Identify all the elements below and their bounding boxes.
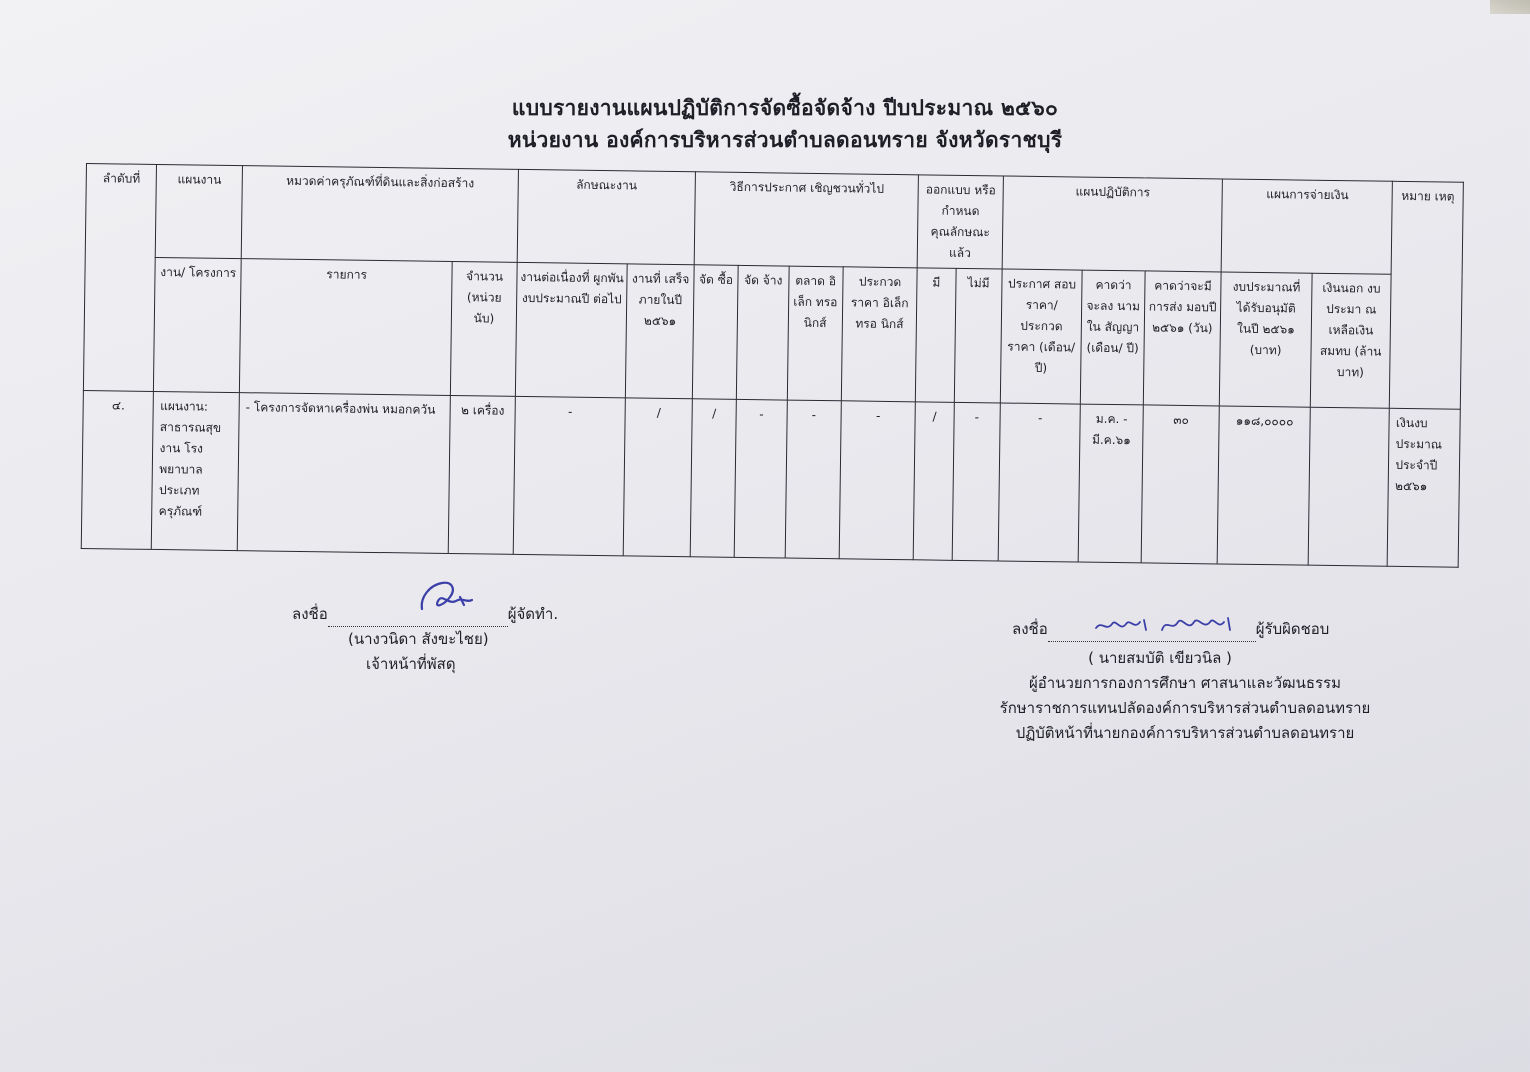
paper-corner [1490,0,1530,14]
signature-left-role: ผู้จัดทำ. [507,605,559,623]
header-continuing: งานต่อเนื่องที่ ผูกพัน งบประมาณปี ต่อไป [515,262,628,397]
signature-right-details [960,646,1410,746]
title-line-2: หน่วยงาน องค์การบริหารส่วนตำบลดอนทราย จังหวัดราชบุรี [507,128,1063,152]
signature-right-position-3: ปฏิบัติหน้าที่นายกองค์การบริหารส่วนตำบลดอนทราย [1015,724,1355,742]
cell-no: - [952,402,1000,561]
header-payment-plan: แผนการจ่ายเงิน [1221,179,1392,274]
cell-yes: / [914,402,954,561]
header-finished: งานที่ เสร็จ ภายในปี ๒๕๖๑ [626,264,694,399]
table-row [81,390,1460,567]
header-remark: หมาย เหตุ [1390,181,1464,409]
cell-continuing: - [513,396,626,555]
signature-left-prefix: ลงชื่อ [292,605,328,623]
signature-right-position-2: รักษาราชการแทนปลัดองค์การบริหารส่วนตำบลดอนทราย [999,699,1371,717]
cell-finished: / [624,398,693,557]
header-emarket: ตลาด อิเล็ก ทรอ นิกส์ [787,266,843,401]
cell-expected-delivery: ๓๐ [1141,405,1220,564]
header-hire: จัด จ้าง [737,265,789,400]
signature-left-name: (นางวนิดา สังขะไชย) [348,630,489,648]
handwritten-signature-left [412,575,492,621]
header-category: หมวดค่าครุภัณฑ์ที่ดินและสิ่งก่อสร้าง [241,166,518,263]
signature-right-position-1: ผู้อำนวยการกองการศึกษา ศาสนาและวัฒนธรรม [1029,674,1341,692]
header-announce: ประกาศ สอบราคา/ ประกวด ราคา (เดือน/ปี) [1000,269,1082,404]
header-ebidding: ประกวด ราคา อิเล็กทรอ นิกส์ [841,267,917,402]
procurement-table-wrap [81,163,1464,568]
signature-right-role: ผู้รับผิดชอบ [1255,620,1330,638]
cell-purchase: / [690,399,736,558]
signature-left-line [292,602,558,627]
signature-left [292,602,558,677]
header-quantity: จำนวน (หน่วย นับ) [451,261,517,396]
signature-right [1012,617,1329,642]
cell-expected-sign: ม.ค. - มี.ค.๖๑ [1079,404,1144,563]
header-design: ออกแบบ หรือกำหนด คุณลักษณะ แล้ว [917,175,1003,269]
cell-item: - โครงการจัดหาเครื่องพ่น หมอกควัน [237,393,450,554]
signature-left-dots [328,609,508,627]
procurement-table [81,163,1464,568]
cell-order: ๔. [81,390,154,549]
signature-right-line [1012,617,1329,642]
signature-right-dots [1048,624,1256,642]
cell-emarket: - [785,400,841,559]
cell-announce: - [998,403,1081,562]
cell-quantity: ๒ เครื่อง [449,395,516,554]
cell-project: แผนงาน: สาธารณสุข งาน โรงพยาบาล ประเภท ครุภัณฑ์ [152,391,240,550]
cell-hire: - [734,399,786,558]
header-yes: มี [916,268,956,403]
signature-left-position: เจ้าหน้าที่พัสดุ [366,655,456,673]
cell-approved-budget: ๑๑๘,๐๐๐๐ [1217,406,1310,565]
cell-ebidding: - [839,401,916,560]
title-line-1: แบบรายงานแผนปฏิบัติการจัดซื้อจัดจ้าง ปีบประมาณ ๒๕๖๐ [511,96,1059,120]
cell-off-budget [1308,407,1390,566]
header-off-budget: เงินนอก งบประมา ณเหลือเงิน สมทบ (ล้านบาท) [1310,273,1391,408]
header-order: ลำดับที่ [83,164,157,392]
header-item: รายการ [239,259,452,396]
header-nature: ลักษณะงาน [517,169,695,264]
header-no: ไม่มี [954,268,1002,403]
document-header [0,92,1530,156]
cell-remark: เงินงบ ประมาณ ประจำปี ๒๕๖๑ [1388,408,1461,567]
header-action-plan: แผนปฏิบัติการ [1002,176,1223,272]
header-purchase: จัด ซื้อ [692,265,738,400]
header-expected-sign: คาดว่า จะลง นามใน สัญญา (เดือน/ ปี) [1081,270,1145,405]
signature-right-prefix: ลงชื่อ [1012,620,1048,638]
header-approved-budget: งบประมาณที่ ได้รับอนุมัติ ในปี ๒๕๖๑ (บาท) [1220,272,1312,407]
header-method: วิธีการประกาศ เชิญชวนทั่วไป [694,172,919,268]
header-plan: แผนงาน [156,164,243,258]
header-row-2 [83,256,1462,409]
handwritten-signature-right [1092,610,1262,640]
signature-right-name: ( นายสมบัติ เขียวนิล ) [1088,649,1232,667]
header-expected-delivery: คาดว่าจะมี การส่ง มอบปี ๒๕๖๑ (วัน) [1143,271,1221,406]
header-project: งาน/ โครงการ [154,257,241,392]
